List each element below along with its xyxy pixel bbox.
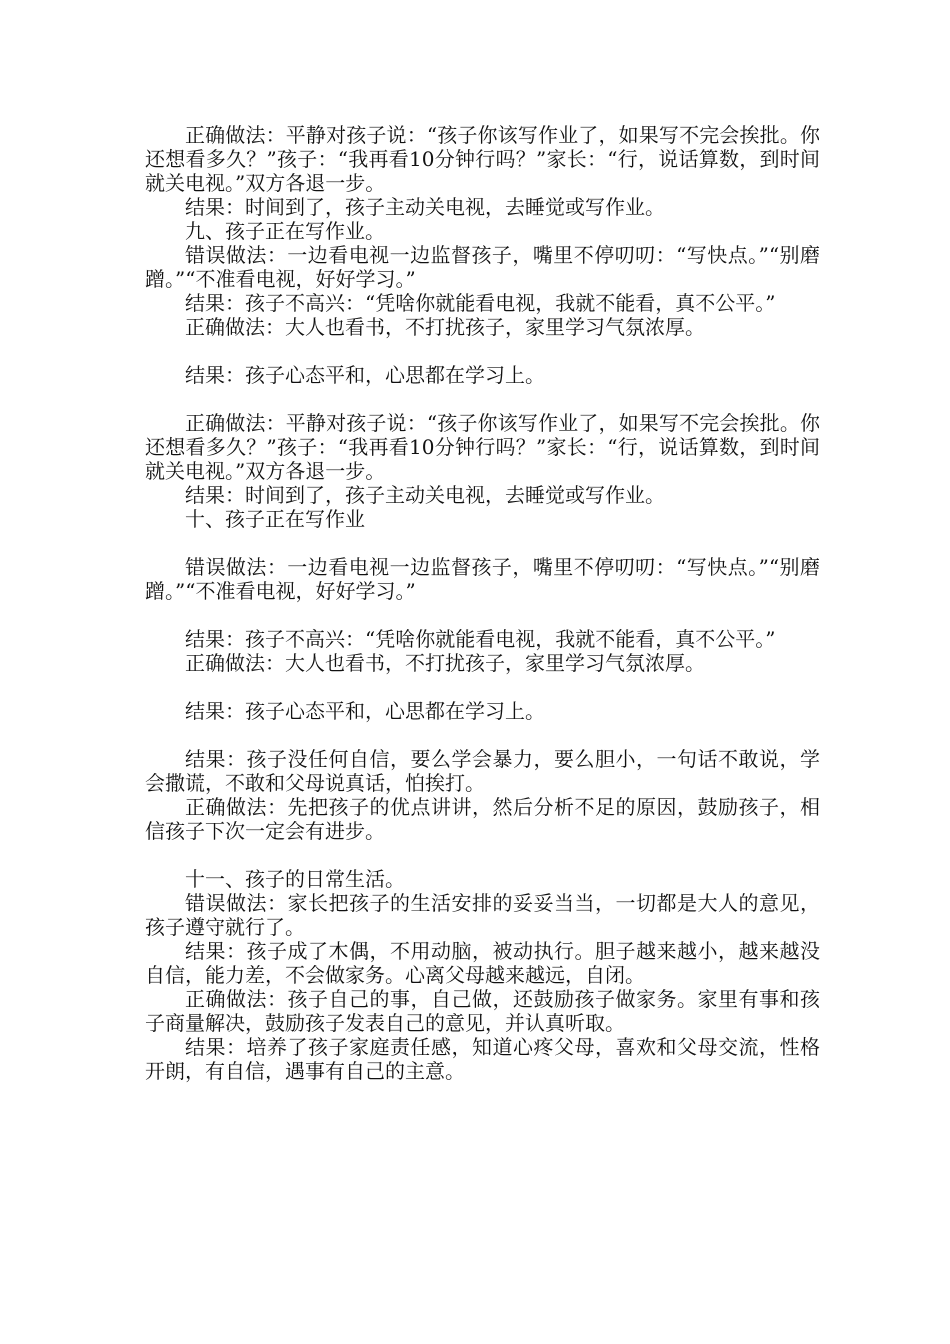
paragraph: 结果：孩子成了木偶，不用动脑，被动执行。胆子越来越小，越来越没自信，能力差，不会做家务。心离父母越来越远，自闭。	[145, 939, 820, 987]
paragraph: 结果：时间到了，孩子主动关电视，去睡觉或写作业。	[185, 483, 665, 507]
paragraph: 错误做法：一边看电视一边监督孩子，嘴里不停叨叨：“写快点。”“别磨蹭。”“不准看电视，好好学习。”	[145, 243, 820, 291]
paragraph: 正确做法：先把孩子的优点讲讲，然后分析不足的原因，鼓励孩子，相信孩子下次一定会有进步。	[145, 795, 820, 843]
paragraph: 正确做法：孩子自己的事，自己做，还鼓励孩子做家务。家里有事和孩子商量解决，鼓励孩子发表自己的意见，并认真听取。	[145, 987, 820, 1035]
paragraph: 结果：培养了孩子家庭责任感，知道心疼父母，喜欢和父母交流，性格开朗，有自信，遇事有自己的主意。	[145, 1035, 820, 1083]
section-heading: 十、孩子正在写作业	[185, 507, 365, 531]
document-body	[145, 123, 820, 1083]
paragraph: 正确做法：大人也看书，不打扰孩子，家里学习气氛浓厚。	[185, 651, 705, 675]
paragraph: 正确做法：平静对孩子说：“孩子你该写作业了，如果写不完会挨批。你还想看多久？”孩子：“我再看10分钟行吗？”家长：“行，说话算数，到时间就关电视。”双方各退一步。	[145, 411, 820, 483]
paragraph: 错误做法：家长把孩子的生活安排的妥妥当当，一切都是大人的意见，孩子遵守就行了。	[145, 891, 820, 939]
paragraph: 正确做法：平静对孩子说：“孩子你该写作业了，如果写不完会挨批。你还想看多久？”孩子：“我再看10分钟行吗？”家长：“行，说话算数，到时间就关电视。”双方各退一步。	[145, 123, 820, 195]
paragraph: 正确做法：大人也看书，不打扰孩子，家里学习气氛浓厚。	[185, 315, 705, 339]
paragraph: 结果：孩子没任何自信，要么学会暴力，要么胆小，一句话不敢说，学会撒谎，不敢和父母说真话，怕挨打。	[145, 747, 820, 795]
paragraph: 结果：孩子不高兴：“凭啥你就能看电视，我就不能看，真不公平。”	[185, 627, 776, 651]
paragraph: 结果：时间到了，孩子主动关电视，去睡觉或写作业。	[185, 195, 665, 219]
paragraph: 结果：孩子心态平和，心思都在学习上。	[185, 363, 545, 387]
paragraph: 错误做法：一边看电视一边监督孩子，嘴里不停叨叨：“写快点。”“别磨蹭。”“不准看电视，好好学习。”	[145, 555, 820, 603]
section-heading: 十一、孩子的日常生活。	[185, 867, 405, 891]
paragraph: 结果：孩子心态平和，心思都在学习上。	[185, 699, 545, 723]
paragraph: 结果：孩子不高兴：“凭啥你就能看电视，我就不能看，真不公平。”	[185, 291, 776, 315]
section-heading: 九、孩子正在写作业。	[185, 219, 385, 243]
